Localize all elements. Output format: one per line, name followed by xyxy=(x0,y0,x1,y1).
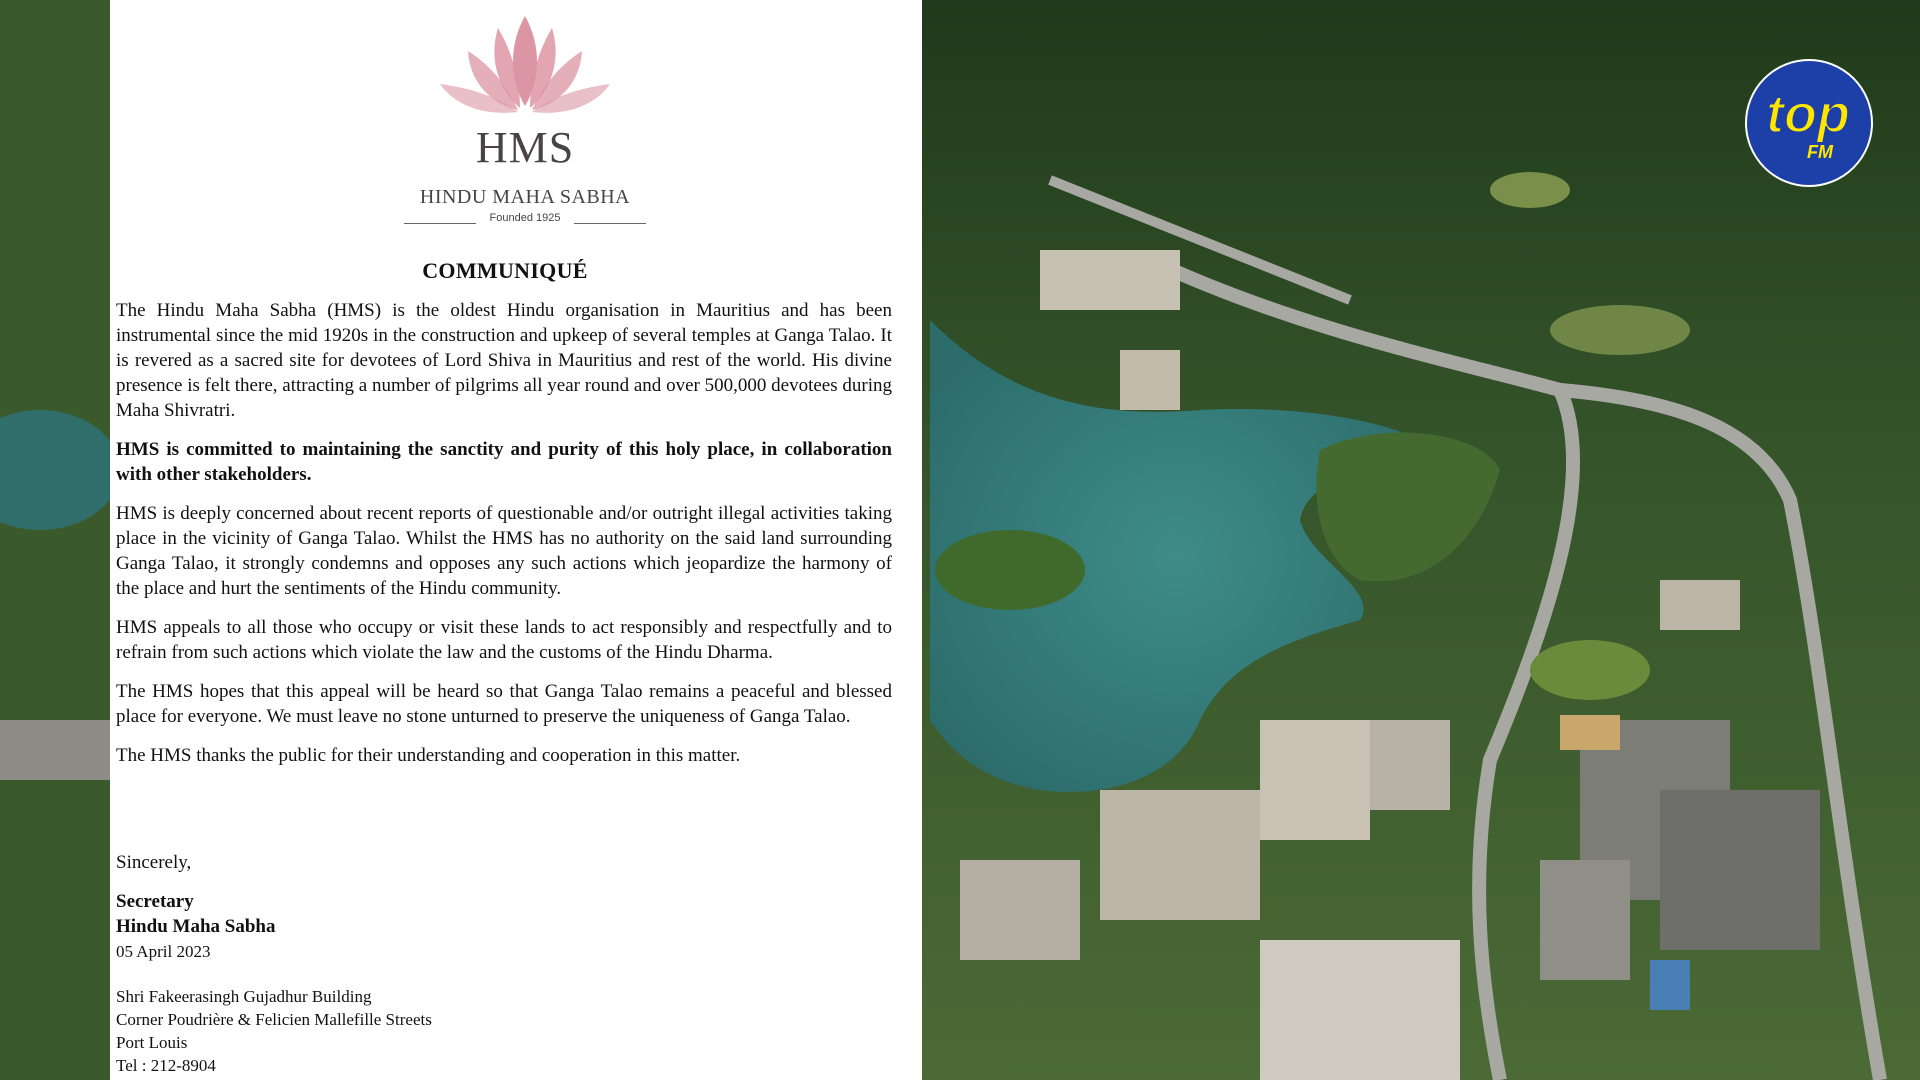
logo-abbreviation: HMS xyxy=(475,123,575,172)
page-title: COMMUNIQUÉ xyxy=(422,258,588,283)
paragraph-commitment: HMS is committed to maintaining the sanctity and purity of this holy place, in collaboration with other stakeholders. xyxy=(116,439,892,485)
logo-founded: Founded 1925 xyxy=(489,212,561,224)
topfm-brand: top xyxy=(1766,84,1850,144)
communique-date: 05 April 2023 xyxy=(116,942,211,961)
closing: Sincerely, xyxy=(116,852,192,873)
logo-organisation-name: HINDU MAHA SABHA xyxy=(419,186,631,208)
address-line: Corner Poudrière & Felicien Mallefille Streets xyxy=(116,1010,432,1029)
paragraph-history: The Hindu Maha Sabha (HMS) is the oldest Hindu organisation in Mauritius and has been instrumental since the mid 1920s in the construction and upkeep of several temples at Ganga Talao. It is revered as a sacred site for devotees of Lord Shiva in Mauritius and rest of the world. His divine presence is felt there, attracting a number of pilgrims all year round and over 500,000 devotees during Maha Shivratri. xyxy=(116,300,892,421)
paragraph-thanks: The HMS thanks the public for their understanding and cooperation in this matter. xyxy=(116,745,741,766)
hms-logo xyxy=(400,6,650,228)
topfm-logo-icon xyxy=(1744,58,1874,188)
address-line: Port Louis xyxy=(116,1033,188,1052)
communique-body xyxy=(116,298,892,782)
topfm-sub: FM xyxy=(1807,142,1833,162)
logo-divider-right xyxy=(574,223,646,224)
address-block xyxy=(116,985,716,1077)
address-phone: Tel : 212-8904 xyxy=(116,1056,216,1075)
paragraph-appeal: HMS appeals to all those who occupy or visit these lands to act responsibly and respectfully and to refrain from such actions which violate the law and the customs of the Hindu Dharma. xyxy=(116,617,892,663)
signatory-title: Secretary xyxy=(116,891,194,912)
topfm-logo xyxy=(1744,58,1874,188)
paragraph-hope: The HMS hopes that this appeal will be heard so that Ganga Talao remains a peaceful and blessed place for everyone. We must leave no stone unturned to preserve the uniqueness of Ganga Talao. xyxy=(116,681,892,727)
signatory-org: Hindu Maha Sabha xyxy=(116,916,276,937)
communique-letter xyxy=(110,0,922,1080)
paragraph-concern: HMS is deeply concerned about recent reports of questionable and/or outright illegal activities taking place in the vicinity of Ganga Talao. Whilst the HMS has no authority on the said land surrounding Ganga Talao, it strongly condemns and opposes any such actions which jeopardize the harmony of the place and hurt the sentiments of the Hindu community. xyxy=(116,503,892,599)
lotus-icon xyxy=(400,6,650,126)
address-line: Shri Fakeerasingh Gujadhur Building xyxy=(116,987,372,1006)
signature-block xyxy=(116,889,716,964)
